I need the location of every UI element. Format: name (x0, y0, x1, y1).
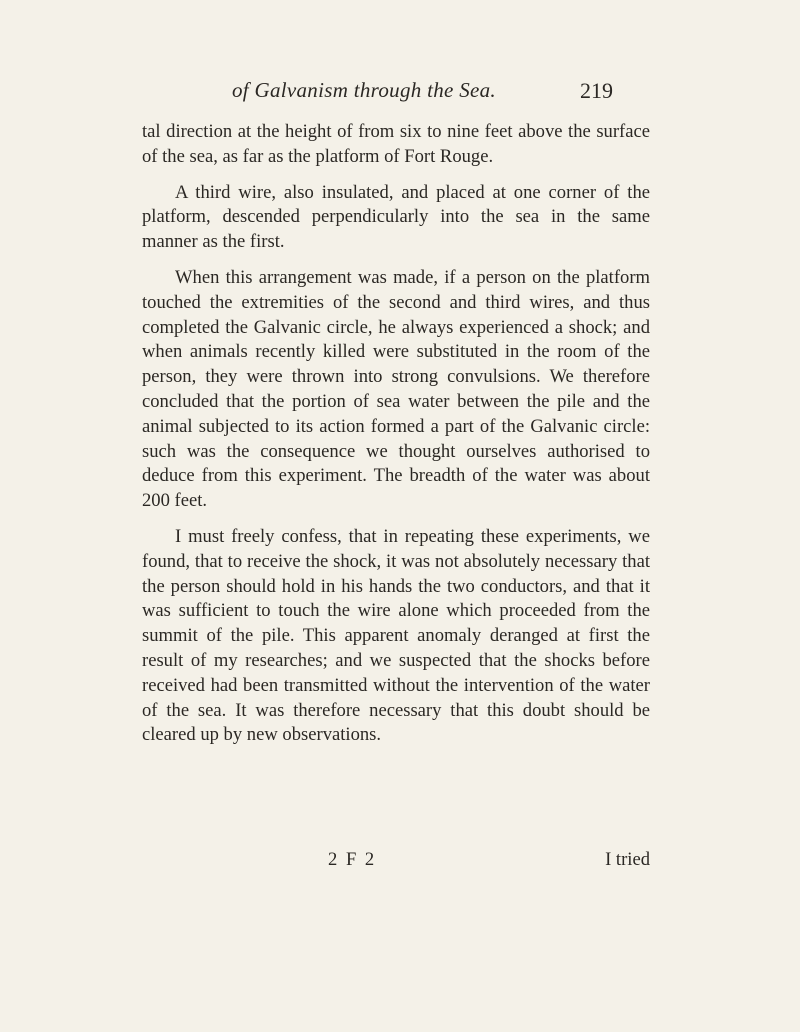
body-text (142, 120, 650, 759)
paragraph-continuation: tal direction at the height of from six to nine feet above the surface of the sea, as far as the platform of Fort Rouge. (142, 121, 650, 167)
page-header (232, 78, 632, 108)
page-number: 219 (580, 78, 613, 103)
page-footer (142, 848, 650, 874)
catchword: I tried (605, 849, 650, 870)
running-title: of Galvanism through the Sea. (232, 78, 496, 102)
paragraph: When this arrangement was made, if a person on the platform touched the extremities of the second and third wires, and thus completed the Galvanic circle, he always experienced a shock; and when animals recently killed were substituted in the room of the person, they were thrown into strong convulsions. We therefore concluded that the portion of sea water between the pile and the animal subjected to its action formed a part of the Galvanic circle: such was the consequence we thought ourselves authorised to deduce from this experiment. The breadth of the water was about 200 feet. (142, 266, 650, 512)
paragraph: I must freely confess, that in repeating these experiments, we found, that to receive the shock, it was not absolutely necessary that the person should hold in his hands the two conductors, and that it was sufficient to touch the wire alone which proceeded from the summit of the pile. This apparent anomaly deranged at first the result of my researches; and we suspected that the shocks before received had been transmitted without the intervention of the water of the sea. It was therefore necessary that this doubt should be cleared up by new observations. (142, 525, 650, 746)
signature-mark: 2 F 2 (328, 849, 377, 870)
paragraph: A third wire, also insulated, and placed at one corner of the platform, descended perpendicularly into the sea in the same manner as the first. (142, 181, 650, 253)
